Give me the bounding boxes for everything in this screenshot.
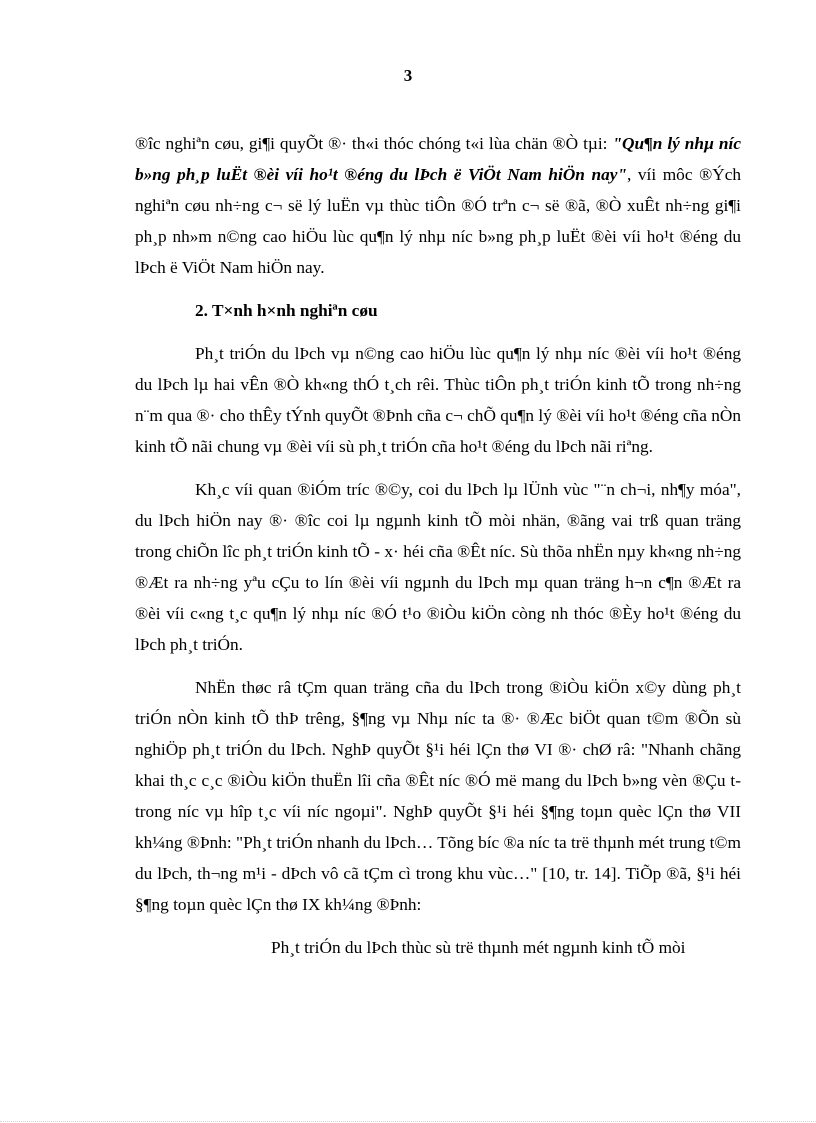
page-number: 3 xyxy=(403,66,413,85)
body-paragraph-1: Ph¸t triÓn du lÞch vµ n©ng cao hiÖu lùc qu¶n lý nhµ níc ®èi víi ho¹t ®éng du lÞch lµ hai vÊn ®Ò kh«ng thÓ t¸ch rêi. Thùc tiÔn ph¸t triÓn kinh tÕ trong nh÷ng n¨m qua ®· cho thÊy tÝnh quyÕt ®Þnh cña c¬ chÕ qu¶n lý ®èi víi ho¹t ®éng cña nÒn kinh tÕ nãi chung vµ ®èi víi sù ph¸t triÓn cña ho¹t ®éng du lÞch nãi riªng. xyxy=(135,344,741,456)
section-heading: 2. T×nh h×nh nghiªn cøu xyxy=(195,301,378,320)
intro-text-after: , víi môc ®Ých nghiªn cøu nh÷ng c¬ së lý luËn vµ thùc tiÔn ®Ó trªn c¬ së ®ã, ®Ò xuÊt nh÷ng gi¶i ph¸p nh»m n©ng cao hiÖu lùc qu¶n lý nhµ níc b»ng ph¸p luËt ®èi víi ho¹t ®éng du lÞch ë ViÖt Nam hiÖn nay. xyxy=(135,165,741,277)
page-content xyxy=(135,128,741,963)
body-paragraph-2: Kh¸c víi quan ®iÓm tríc ®©y, coi du lÞch lµ lÜnh vùc "¨n ch¬i, nh¶y móa", du lÞch hiÖn nay ®· ®îc coi lµ ngµnh kinh tÕ mòi nhän, ®ãng vai trß quan träng trong chiÕn lîc ph¸t triÓn kinh tÕ - x· héi cña ®Êt níc. Sù thõa nhËn nµy kh«ng nh÷ng ®Æt ra nh÷ng yªu cÇu to lín ®èi víi ngµnh du lÞch mµ quan träng h¬n c¶n ®Æt ra ®èi víi c«ng t¸c qu¶n lý nhµ níc ®Ó t¹o ®iÒu kiÖn còng nh thóc ®Èy ho¹t ®éng du lÞch ph¸t triÓn. xyxy=(135,480,741,654)
body-paragraph-3: NhËn thøc râ tÇm quan träng cña du lÞch trong ®iÒu kiÖn x©y dùng ph¸t triÓn nÒn kinh tÕ thÞ trêng, §¶ng vµ Nhµ níc ta ®· ®Æc biÖt quan t©m ®Õn sù nghiÖp ph¸t triÓn du lÞch. NghÞ quyÕt §¹i héi lÇn thø VI ®· chØ râ: "Nhanh chãng khai th¸c c¸c ®iÒu kiÖn thuËn lîi cña ®Êt níc ®Ó më mang du lÞch b»ng vèn ®Çu t trong níc vµ hîp t¸c víi níc ngoµi". NghÞ quyÕt §¹i héi §¶ng toµn quèc lÇn thø VII kh¼ng ®Þnh: "Ph¸t triÓn nhanh du lÞch… Tõng bíc ®a níc ta trë thµnh mét trung t©m du lÞch, th¬ng m¹i - dÞch vô cã tÇm cì trong khu vùc…" [10, tr. 14]. TiÕp ®ã, §¹i héi §¶ng toµn quèc lÇn thø IX kh¼ng ®Þnh: xyxy=(135,678,741,914)
intro-paragraph xyxy=(135,128,741,283)
block-quote: Ph¸t triÓn du lÞch thùc sù trë thµnh mét ngµnh kinh tÕ mòi xyxy=(271,938,686,957)
intro-text-before: ®îc nghiªn cøu, gi¶i quyÕt ®· th«i thóc chóng t«i lùa chän ®Ò tµi: xyxy=(135,134,613,153)
page-bottom-divider xyxy=(0,1121,816,1122)
thesis-title-emphasis: "Qu¶n lý nhµ níc b»ng ph¸p luËt ®èi víi ho¹t ®éng du lÞch ë ViÖt Nam hiÖn nay" xyxy=(135,134,741,184)
